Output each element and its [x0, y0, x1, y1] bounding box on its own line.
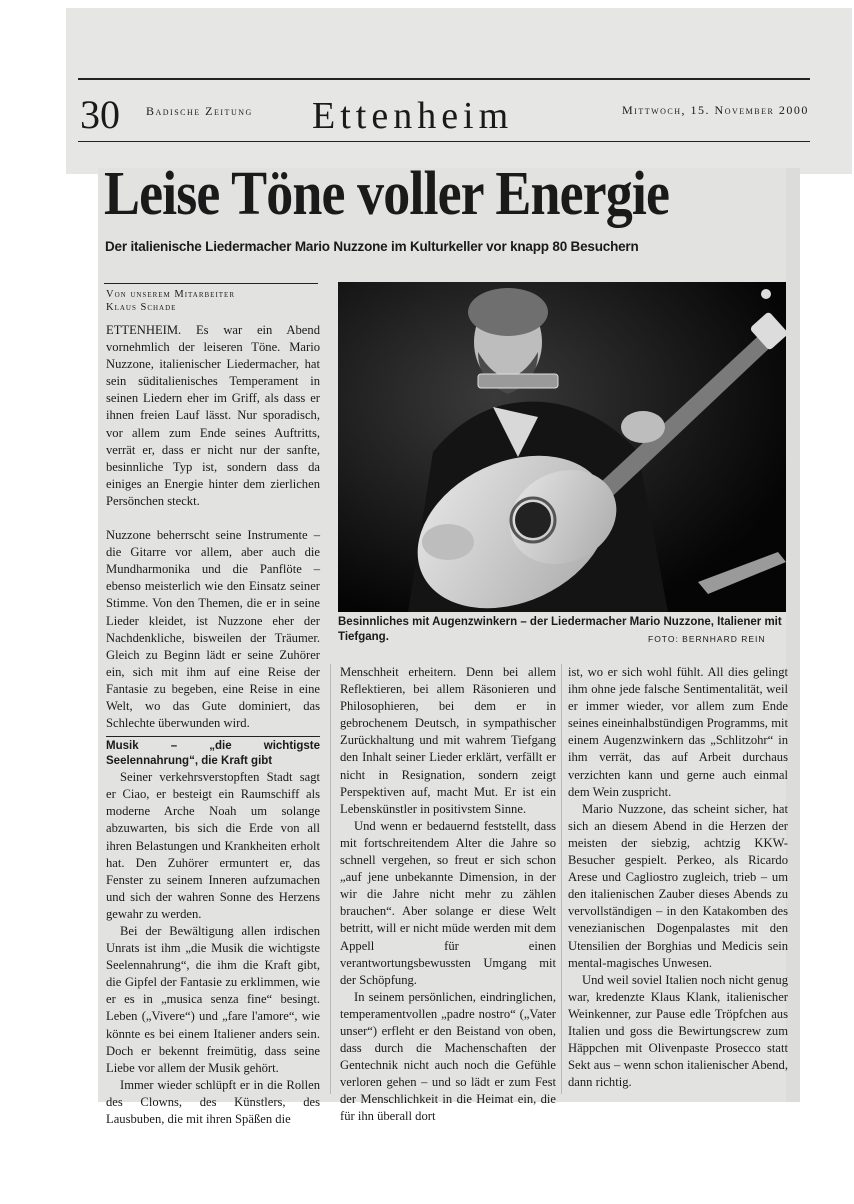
column-divider-1: [330, 664, 331, 1094]
masthead-rule-top: [78, 78, 810, 80]
subtitle-rule: [106, 736, 320, 737]
headline: Leise Töne voller Energie: [104, 160, 670, 228]
clipping-top: [66, 8, 852, 174]
column-1: [106, 322, 320, 1128]
paragraph-7: In seinem persönlichen, eindringlichen, temperamentvollen „padre nostro“ („Vater unser“) erfleht er den Beistand von oben, dass durch die Machenschaften der Gentechnik nicht auch noch die Gefühle verloren gehen – und so lädt er zum Fest der Menschlichkeit in die Heimat ein, die für ihn überall dort: [340, 989, 556, 1124]
issue-date: Mittwoch, 15. November 2000: [622, 103, 809, 117]
paragraph-10: Und weil soviel Italien noch nicht genug war, kredenzte Klaus Klank, italienischer Weinkenner, zur Pause edle Tröpfchen aus Italien und goss die Bewirtungscrew zum Häppchen mit Olivenpaste Prosecco statt Sekt aus – wenn schon italienischer Abend, dann richtig.: [568, 972, 788, 1090]
photo-credit: FOTO: BERNHARD REIN: [648, 634, 766, 644]
intertitle: Musik – „die wichtigste Seelennahrung“, die Kraft gibt: [106, 740, 320, 768]
masthead-rule-bottom: [78, 141, 810, 142]
paragraph-2: Seiner verkehrsverstopften Stadt sagt er Ciao, er besteigt ein Raumschiff als moderne Arche Noah um solange abzuwarten, bis sich die Erde von all ihren Belastungen und Krankheiten erholt hat. Den Zuhörer ermuntert er, das Fenster zu seinem Inneren aufzumachen und sich der wahren Sonne des Herzens gewahr zu werden.: [106, 770, 320, 921]
column-2: [340, 664, 556, 1126]
byline-line-2: Klaus Schade: [106, 302, 177, 313]
section-title: Ettenheim: [312, 95, 514, 137]
byline-rule: [104, 283, 318, 284]
paragraph-4: Immer wieder schlüpft er in die Rollen des Clowns, des Künstlers, des Lausbuben, die mit ihren Späßen die: [106, 1077, 320, 1127]
intro-paragraph: ETTENHEIM. Es war ein Abend vornehmlich der leiseren Töne. Mario Nuzzone, italienischer Liedermacher, hat sein süditalienisches Temperament in seinen Liedern eher im Griff, als dass er ihnen freien Lauf lässt. Nur sporadisch, vor allem zum Ende seines Auftritts, verrät er, dass er nicht nur der sanfte, besinnliche Typ ist, sondern dass da einiges an Energie hinter dem zierlichen Persönchen steckt.: [106, 323, 320, 508]
column-divider-2: [561, 664, 562, 1094]
paragraph-5: Menschheit erheitern. Denn bei allem Reflektieren, bei allem Räsonieren und Philosophieren, bei dem er in gebrochenem Deutsch, in sympathischer Zurückhaltung und mit wahrem Tiefgang den Inhalt seiner Lieder erklärt, verfällt er nicht in Resignation, sondern zeigt Perspektiven auf, macht Mut. Er ist ein Lebenskünstler in positivstem Sinne.: [340, 665, 556, 816]
byline-line-1: Von unserem Mitarbeiter: [106, 289, 235, 300]
paragraph-3: Bei der Bewältigung allen irdischen Unrats ist ihm „die Musik die wichtigste Seelennahrung“, die ihm die Kraft gibt, die Gipfel der Fantasie zu erklimmen, wie er es in „musica senza fine“ besingt. Leben („Vivere“) und „fare l'amore“, wie könnte es bei einem Italiener anders sein. Doch er bekennt freimütig, dass seine Liebe vor allem der Musik gehört.: [106, 924, 320, 1075]
paragraph-1: Nuzzone beherrscht seine Instrumente – die Gitarre vor allem, aber auch die Mundharmonika und die Panflöte – ebenso meisterlich wie den Einsatz seiner Stimme. Von den Themen, die er in seine Lieder kleidet, ist Nuzzone eher der Nachdenkliche, bisweilen der Träumer. Gleich zu Beginn lädt er seine Zuhörer ein, sich mit ihm auf eine Reise der Fantasie zu begeben, eine Reise in eine Welt, wo das Gute dominiert, das Schlechte überwunden wird.: [106, 528, 320, 731]
column-3: [568, 664, 788, 1091]
paragraph-6: Und wenn er bedauernd feststellt, dass mit fortschreitendem Alter die Jahre so schnell vergehen, so freut er sich schon „auf jene unbekannte Dimension, in der wir die Jahre nicht mehr zu zählen brauchen“. Aber solange er diese Welt betritt, will er nicht müde werden mit dem Appell für einen verantwortungsbewussten Umgang mit der Schöpfung.: [340, 818, 556, 987]
byline: [106, 288, 235, 314]
subheadline: Der italienische Liedermacher Mario Nuzzone im Kulturkeller vor knapp 80 Besuchern: [105, 239, 639, 254]
musician-with-guitar-image: [338, 282, 786, 612]
newspaper-name: Badische Zeitung: [146, 104, 253, 118]
paragraph-8: ist, wo er sich wohl fühlt. All dies gelingt ihm ohne jede falsche Sentimentalität, weil er immer wieder, vor allem zum Ende seines eineinhalbstündigen Programms, mit einem Augenzwinkern das „Schlitzohr“ in ihm verrät, das auf Arbeit durchaus verzichten kann und gerne auch einmal dem Wein zuspricht.: [568, 665, 788, 799]
photo-caption: Besinnliches mit Augenzwinkern – der Liedermacher Mario Nuzzone, Italiener mit Tiefgang.: [338, 616, 782, 643]
page-number: 30: [80, 92, 120, 137]
clipping-shadow: [786, 168, 800, 1102]
paragraph-9: Mario Nuzzone, das scheint sicher, hat sich an diesem Abend in die Herzen der meisten der siebzig, achtzig KKW-Besucher gespielt. Perkeo, als Ricardo Arese und Cagliostro zugleich, trieb – um den italienischen Zauber dieses Abends zu vervollständigen – in den Katakomben des venezianischen Dogenpalastes mit den Utensilien der Borghias und Medicis sein mental-magisches Unwesen.: [568, 801, 788, 970]
article-photo: [338, 282, 786, 612]
